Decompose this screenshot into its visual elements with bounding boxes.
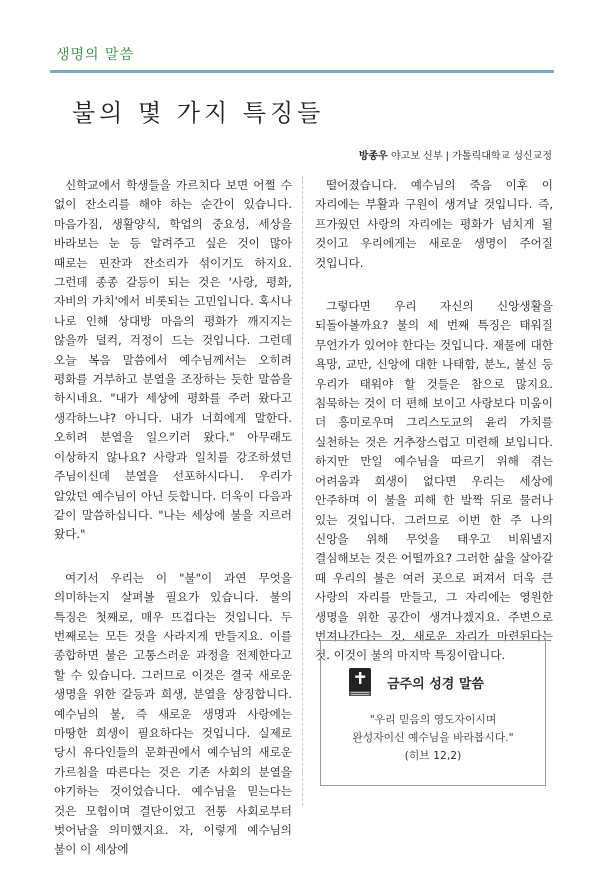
verse-reference: (히브 12,2) [404, 749, 462, 762]
verse-text [321, 711, 545, 765]
left-paragraph-1: 신학교에서 학생들을 가르치다 보면 어쩔 수 없이 잔소리를 해야 하는 순간이 있습니다. 마음가짐, 생활양식, 학업의 중요성, 세상을 바라보는 눈 등 알려주고 싶은 것이 많아 때로는 핀잔과 잔소리가 섞이기도 하지요. 그런데 종종 갈등이 되는 것은 '사랑, 평화, 자비의 가치'에서 비롯되는 고민입니다. 혹시나 나로 인해 상대방 마음의 평화가 깨지지는 않을까 덜컥, 걱정이 드는 것입니다. 그런데 오늘 복음 말씀에서 예수님께서는 오히려 평화를 거부하고 분열을 조장하는 듯한 말씀을 하시네요. "내가 세상에 평화를 주러 왔다고 생각하느냐? 아니다. 내가 너희에게 말한다. 오히려 분열을 일으키러 왔다." 아무래도 이상하지 않나요? 사랑과 일치를 강조하셨던 주님이신데 분열을 선포하시다니. 우리가 알았던 예수님이 아닌 듯합니다. 더욱이 다음과 같이 말씀하십니다. "나는 세상에 불을 지르러 왔다." [54, 178, 292, 542]
left-column [54, 176, 292, 884]
author-name: 방종우 [358, 151, 388, 162]
right-paragraph-1: 떨어졌습니다. 예수님의 죽음 이후 이 자리에는 부활과 구원이 생겨날 것입니다. 즉, 프가웠던 사랑의 자리에는 평화가 넘치게 될 것이고 우리에게는 새로운 생명이 주어질 것입니다. [315, 178, 553, 270]
article-title: 불의 몇 가지 특징들 [72, 99, 325, 127]
author-affiliation: 야고보 신부 | 가톨릭대학교 성신교정 [387, 151, 552, 162]
bible-icon [347, 667, 373, 697]
byline [359, 147, 552, 162]
verse-line-2: 완성자이신 예수님을 바라봅시다." [352, 731, 514, 744]
left-paragraph-2: 여기서 우리는 이 "불"이 과연 무엇을 의미하는지 살펴볼 필요가 있습니다. 불의 특징은 첫째로, 매우 뜨겁다는 것입니다. 두 번째로는 모든 것을 사라지게 만들지요. 이를 종합하면 불은 고통스러운 과정을 전제한다고 할 수 있습니다. 그러므로 이것은 결국 새로운 생명을 위한 갈등과 희생, 분열을 상징합니다. 예수님의 불, 즉 새로운 생명과 사랑에는 마땅한 희생이 필요하다는 것입니다. 실제로 당시 유다인들의 문화권에서 예수님의 새로운 가르침을 따른다는 것은 기존 사회의 분열을 야기하는 것이었습니다. 예수님을 믿는다는 것은 모험이며 결단이었고 전통 사회로부터 벗어남을 의미했지요. 자, 이렇게 예수님의 불이 이 세상에 [54, 570, 292, 857]
right-paragraph-2: 그렇다면 우리 자신의 신앙생활을 되돌아볼까요? 불의 세 번째 특징은 태워질 무언가가 있어야 한다는 것입니다. 재물에 대한 욕망, 교만, 신앙에 대한 나태함, 분노, 불신 등 우리가 태워야 할 것들은 참으로 많지요. 침묵하는 것이 더 편해 보이고 사랑보다 미움이 더 흥미로우며 그리스도교의 윤리 가치를 실천하는 것은 거추장스럽고 미련해 보입니다. 하지만 만일 예수님을 따르기 위해 겪는 어려움과 희생이 없다면 우리는 세상에 안주하며 이 불을 피해 한 발짝 뒤로 물러나 있는 것입니다. 그러므로 이번 한 주 나의 신앙을 위해 무엇을 태우고 비워낼지 결심해보는 것은 어떨까요? 그러한 삶을 살아갈 때 우리의 불은 여러 곳으로 퍼져서 더욱 큰 사랑의 자리를 만들고, 그 자리에는 영원한 생명을 위한 공간이 생겨나겠지요. 주변으로 번져나간다는 것, 새로운 자리가 마련된다는 것. 이것이 불의 마지막 특징이랍니다. [315, 299, 553, 663]
verse-box-title: 금주의 성경 말씀 [387, 676, 484, 692]
weekly-verse-box [320, 640, 546, 786]
verse-line-1: "우리 믿음의 영도자이시며 [369, 713, 497, 726]
column-divider [302, 176, 303, 806]
header-rule [50, 70, 554, 73]
verse-header [347, 667, 484, 697]
right-column [315, 176, 553, 690]
section-label: 생명의 말씀 [56, 47, 135, 63]
